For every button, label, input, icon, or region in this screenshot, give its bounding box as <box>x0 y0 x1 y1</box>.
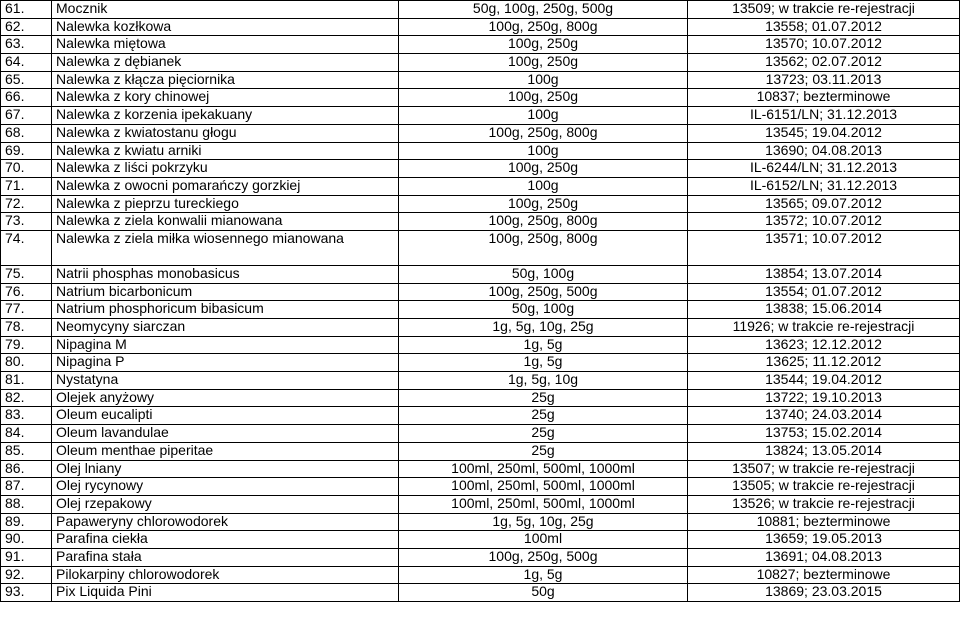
table-row <box>1 177 960 195</box>
product-name: Olejek anyżowy <box>52 389 399 407</box>
table-row <box>1 548 960 566</box>
package-sizes: 100ml, 250ml, 500ml, 1000ml <box>399 478 688 496</box>
row-number: 66. <box>1 89 52 107</box>
table-row <box>1 142 960 160</box>
table-row <box>1 425 960 443</box>
registration-info: 13571; 10.07.2012 <box>688 230 960 265</box>
package-sizes: 100g <box>399 107 688 125</box>
table-row <box>1 54 960 72</box>
package-sizes: 25g <box>399 389 688 407</box>
package-sizes: 25g <box>399 407 688 425</box>
registration-info: 13505; w trakcie re-rejestracji <box>688 478 960 496</box>
package-sizes: 100g, 250g <box>399 195 688 213</box>
product-name: Neomycyny siarczan <box>52 319 399 337</box>
registration-info: 13854; 13.07.2014 <box>688 265 960 283</box>
registration-info: 13507; w trakcie re-rejestracji <box>688 460 960 478</box>
package-sizes: 1g, 5g, 10g, 25g <box>399 513 688 531</box>
product-name: Nipagina M <box>52 336 399 354</box>
row-number: 87. <box>1 478 52 496</box>
product-name: Natrium phosphoricum bibasicum <box>52 301 399 319</box>
row-number: 83. <box>1 407 52 425</box>
product-name: Natrium bicarbonicum <box>52 283 399 301</box>
row-number: 65. <box>1 71 52 89</box>
table-row <box>1 442 960 460</box>
package-sizes: 1g, 5g <box>399 566 688 584</box>
registration-info: 11926; w trakcie re-rejestracji <box>688 319 960 337</box>
table-row <box>1 495 960 513</box>
registration-info: 13570; 10.07.2012 <box>688 36 960 54</box>
row-number: 88. <box>1 495 52 513</box>
row-number: 73. <box>1 213 52 231</box>
product-name: Pix Liquida Pini <box>52 584 399 602</box>
product-name: Nalewka z owocni pomarańczy gorzkiej <box>52 177 399 195</box>
package-sizes: 100g, 250g, 800g <box>399 213 688 231</box>
row-number: 81. <box>1 372 52 390</box>
registration-info: 13625; 11.12.2012 <box>688 354 960 372</box>
package-sizes: 50g, 100g <box>399 301 688 319</box>
table-row <box>1 460 960 478</box>
row-number: 62. <box>1 18 52 36</box>
package-sizes: 25g <box>399 425 688 443</box>
row-number: 82. <box>1 389 52 407</box>
table-row <box>1 301 960 319</box>
package-sizes: 100g <box>399 142 688 160</box>
product-name: Nalewka z kory chinowej <box>52 89 399 107</box>
table-row <box>1 372 960 390</box>
package-sizes: 100g, 250g <box>399 36 688 54</box>
table-row <box>1 513 960 531</box>
registration-info: 13623; 12.12.2012 <box>688 336 960 354</box>
product-name: Nalewka kozłkowa <box>52 18 399 36</box>
package-sizes: 100ml, 250ml, 500ml, 1000ml <box>399 460 688 478</box>
registration-info: 13691; 04.08.2013 <box>688 548 960 566</box>
table-row <box>1 531 960 549</box>
package-sizes: 25g <box>399 442 688 460</box>
row-number: 68. <box>1 124 52 142</box>
package-sizes: 100g, 250g, 800g <box>399 124 688 142</box>
product-name: Nalewka z dębianek <box>52 54 399 72</box>
package-sizes: 50g <box>399 584 688 602</box>
package-sizes: 100g, 250g, 800g <box>399 18 688 36</box>
product-name: Nalewka z ziela miłka wiosennego mianowana <box>52 230 399 265</box>
table-row <box>1 584 960 602</box>
table-row <box>1 213 960 231</box>
product-name: Pilokarpiny chlorowodorek <box>52 566 399 584</box>
product-name: Oleum eucalipti <box>52 407 399 425</box>
table-row <box>1 230 960 265</box>
table-row <box>1 478 960 496</box>
table-row <box>1 566 960 584</box>
row-number: 64. <box>1 54 52 72</box>
package-sizes: 100g, 250g <box>399 54 688 72</box>
package-sizes: 100g, 250g <box>399 89 688 107</box>
registration-info: 13659; 19.05.2013 <box>688 531 960 549</box>
row-number: 93. <box>1 584 52 602</box>
product-name: Nalewka z liści pokrzyku <box>52 160 399 178</box>
registration-info: IL-6244/LN; 31.12.2013 <box>688 160 960 178</box>
table-row <box>1 283 960 301</box>
table-row <box>1 195 960 213</box>
package-sizes: 100g, 250g <box>399 160 688 178</box>
registration-info: 13824; 13.05.2014 <box>688 442 960 460</box>
table-row <box>1 354 960 372</box>
product-name: Nalewka z kłącza pięciornika <box>52 71 399 89</box>
row-number: 80. <box>1 354 52 372</box>
row-number: 79. <box>1 336 52 354</box>
row-number: 70. <box>1 160 52 178</box>
table-row <box>1 265 960 283</box>
registration-info: 10827; bezterminowe <box>688 566 960 584</box>
package-sizes: 100g <box>399 71 688 89</box>
table-row <box>1 89 960 107</box>
product-name: Nystatyna <box>52 372 399 390</box>
registration-info: 13572; 10.07.2012 <box>688 213 960 231</box>
table-row <box>1 1 960 19</box>
registration-info: 13722; 19.10.2013 <box>688 389 960 407</box>
row-number: 67. <box>1 107 52 125</box>
row-number: 85. <box>1 442 52 460</box>
package-sizes: 1g, 5g, 10g, 25g <box>399 319 688 337</box>
table-row <box>1 389 960 407</box>
package-sizes: 100g, 250g, 800g <box>399 230 688 265</box>
row-number: 77. <box>1 301 52 319</box>
package-sizes: 100g <box>399 177 688 195</box>
product-name: Nipagina P <box>52 354 399 372</box>
registration-info: 13562; 02.07.2012 <box>688 54 960 72</box>
package-sizes: 100ml, 250ml, 500ml, 1000ml <box>399 495 688 513</box>
row-number: 86. <box>1 460 52 478</box>
table-row <box>1 336 960 354</box>
row-number: 71. <box>1 177 52 195</box>
package-sizes: 100g, 250g, 500g <box>399 283 688 301</box>
product-name: Nalewka z korzenia ipekakuany <box>52 107 399 125</box>
row-number: 91. <box>1 548 52 566</box>
product-name: Papaweryny chlorowodorek <box>52 513 399 531</box>
registration-info: 13544; 19.04.2012 <box>688 372 960 390</box>
table-row <box>1 18 960 36</box>
product-name: Mocznik <box>52 1 399 19</box>
package-sizes: 100ml <box>399 531 688 549</box>
registration-info: 10881; bezterminowe <box>688 513 960 531</box>
product-name: Nalewka z ziela konwalii mianowana <box>52 213 399 231</box>
package-sizes: 1g, 5g <box>399 336 688 354</box>
table-row <box>1 71 960 89</box>
registration-info: 13526; w trakcie re-rejestracji <box>688 495 960 513</box>
product-name: Olej lniany <box>52 460 399 478</box>
table-row <box>1 160 960 178</box>
row-number: 61. <box>1 1 52 19</box>
product-name: Parafina ciekła <box>52 531 399 549</box>
row-number: 89. <box>1 513 52 531</box>
registration-info: 13723; 03.11.2013 <box>688 71 960 89</box>
registration-info: 13740; 24.03.2014 <box>688 407 960 425</box>
table-row <box>1 107 960 125</box>
registration-info: 10837; bezterminowe <box>688 89 960 107</box>
registration-info: 13838; 15.06.2014 <box>688 301 960 319</box>
row-number: 72. <box>1 195 52 213</box>
row-number: 74. <box>1 230 52 265</box>
registration-info: 13554; 01.07.2012 <box>688 283 960 301</box>
table-row <box>1 407 960 425</box>
row-number: 84. <box>1 425 52 443</box>
table-row <box>1 36 960 54</box>
row-number: 63. <box>1 36 52 54</box>
registration-info: 13509; w trakcie re-rejestracji <box>688 1 960 19</box>
product-name: Oleum menthae piperitae <box>52 442 399 460</box>
product-name: Olej rycynowy <box>52 478 399 496</box>
package-sizes: 50g, 100g <box>399 265 688 283</box>
row-number: 69. <box>1 142 52 160</box>
registration-info: 13690; 04.08.2013 <box>688 142 960 160</box>
package-sizes: 50g, 100g, 250g, 500g <box>399 1 688 19</box>
registration-info: 13565; 09.07.2012 <box>688 195 960 213</box>
table-body <box>1 1 960 602</box>
product-name: Nalewka miętowa <box>52 36 399 54</box>
registration-info: IL-6151/LN; 31.12.2013 <box>688 107 960 125</box>
package-sizes: 1g, 5g <box>399 354 688 372</box>
product-name: Oleum lavandulae <box>52 425 399 443</box>
row-number: 90. <box>1 531 52 549</box>
registration-info: 13869; 23.03.2015 <box>688 584 960 602</box>
table-row <box>1 124 960 142</box>
registration-info: IL-6152/LN; 31.12.2013 <box>688 177 960 195</box>
product-name: Nalewka z pieprzu tureckiego <box>52 195 399 213</box>
package-sizes: 1g, 5g, 10g <box>399 372 688 390</box>
table-row <box>1 319 960 337</box>
product-name: Natrii phosphas monobasicus <box>52 265 399 283</box>
package-sizes: 100g, 250g, 500g <box>399 548 688 566</box>
registration-info: 13753; 15.02.2014 <box>688 425 960 443</box>
row-number: 75. <box>1 265 52 283</box>
registration-info: 13558; 01.07.2012 <box>688 18 960 36</box>
product-name: Olej rzepakowy <box>52 495 399 513</box>
row-number: 78. <box>1 319 52 337</box>
product-name: Nalewka z kwiatu arniki <box>52 142 399 160</box>
registration-info: 13545; 19.04.2012 <box>688 124 960 142</box>
product-name: Parafina stała <box>52 548 399 566</box>
row-number: 92. <box>1 566 52 584</box>
row-number: 76. <box>1 283 52 301</box>
product-name: Nalewka z kwiatostanu głogu <box>52 124 399 142</box>
